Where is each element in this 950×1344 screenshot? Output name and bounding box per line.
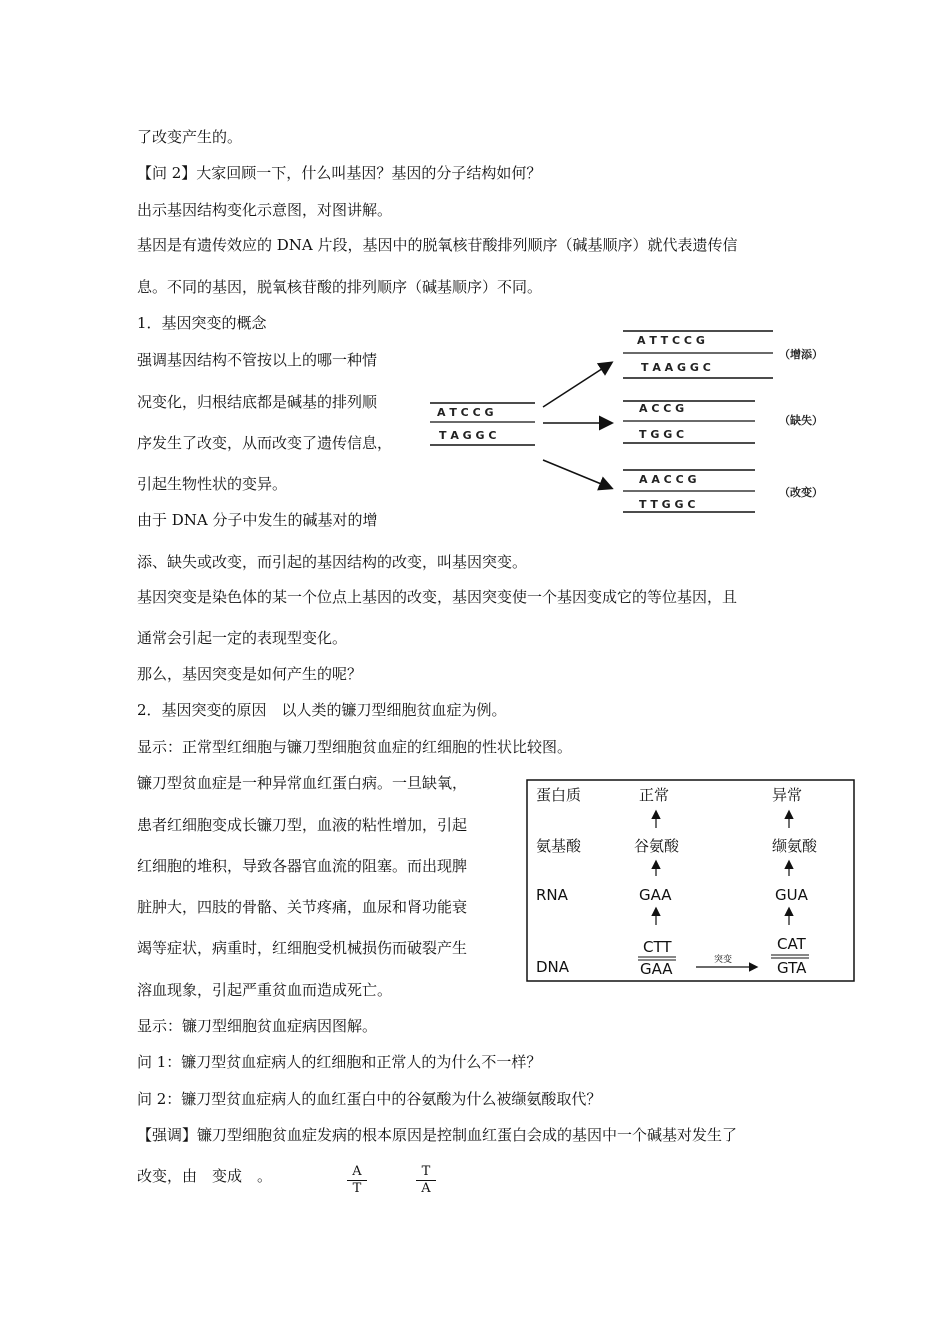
section-heading: 2．基因突变的原因 以人类的镰刀型细胞贫血症为例。 xyxy=(137,701,507,719)
paragraph: 镰刀型贫血症是一种异常血红蛋白病。一旦缺氧， xyxy=(137,774,468,792)
section-heading: 1．基因突变的概念 xyxy=(137,314,267,332)
gene-mutation-diagram xyxy=(425,325,845,520)
paragraph: 基因突变是染色体的某一个位点上基因的改变，基因突变使一个基因变成它的等位基因，且 xyxy=(137,588,738,606)
paragraph: 溶血现象，引起严重贫血而造成死亡。 xyxy=(137,981,393,999)
paragraph: 强调基因结构不管按以上的哪一种情 xyxy=(137,351,378,369)
paragraph: 添、缺失或改变，而引起的基因结构的改变，叫基因突变。 xyxy=(137,553,528,571)
base-pair-to xyxy=(416,1164,436,1197)
normal-protein: 正常 xyxy=(639,786,670,804)
mutation-arrow-label: 突变 xyxy=(714,955,733,965)
paragraph: 显示：正常型红细胞与镰刀型细胞贫血症的红细胞的性状比较图。 xyxy=(137,738,573,756)
base-to-top: T xyxy=(416,1164,436,1181)
sickle-cell-table xyxy=(526,778,856,984)
paragraph: 脏肿大，四肢的骨骼、关节疼痛，血尿和肾功能衰 xyxy=(137,898,468,916)
original-bottom-strand: T A G G C xyxy=(439,429,497,442)
question-2: 【问 2】大家回顾一下，什么叫基因？基因的分子结构如何？ xyxy=(137,164,542,182)
normal-dna-bottom: GAA xyxy=(640,960,673,978)
row-label-rna: RNA xyxy=(536,886,568,904)
paragraph: 显示：镰刀型细胞贫血症病因图解。 xyxy=(137,1017,378,1035)
paragraph: 红细胞的堆积，导致各器官血流的阻塞。而出现脾 xyxy=(137,857,468,875)
substitution-top-strand: A A C C G xyxy=(639,473,697,486)
normal-amino-acid: 谷氨酸 xyxy=(634,837,680,855)
arrow-insertion xyxy=(543,363,611,407)
deletion-label: （缺失） xyxy=(779,414,823,427)
substitution-label: （改变） xyxy=(779,486,823,499)
row-label-protein: 蛋白质 xyxy=(536,786,582,804)
normal-rna: GAA xyxy=(639,886,672,904)
question: 问 1：镰刀型贫血症病人的红细胞和正常人的为什么不一样？ xyxy=(137,1053,542,1071)
paragraph: 患者红细胞变成长镰刀型，血液的粘性增加，引起 xyxy=(137,816,468,834)
insertion-label: （增添） xyxy=(779,348,823,361)
row-label-dna: DNA xyxy=(536,958,570,976)
deletion-bottom-strand: T G G C xyxy=(639,428,685,441)
normal-dna-top: CTT xyxy=(643,938,672,956)
base-to-bottom: A xyxy=(421,1181,431,1196)
paragraph: 出示基因结构变化示意图，对图讲解。 xyxy=(137,201,393,219)
paragraph: 引起生物性状的变异。 xyxy=(137,475,288,493)
paragraph: 况变化，归根结底都是碱基的排列顺 xyxy=(137,393,378,411)
base-from-top: A xyxy=(347,1164,367,1181)
arrow-substitution xyxy=(543,460,611,488)
emphasis: 【强调】镰刀型细胞贫血症发病的根本原因是控制血红蛋白会成的基因中一个碱基对发生了 xyxy=(137,1126,738,1144)
paragraph: 竭等症状，病重时，红细胞受机械损伤而破裂产生 xyxy=(137,939,468,957)
original-top-strand: A T C C G xyxy=(437,406,494,419)
paragraph: 通常会引起一定的表现型变化。 xyxy=(137,629,348,647)
insertion-bottom-strand: T A A G G C xyxy=(641,361,711,374)
paragraph: 由于 DNA 分子中发生的碱基对的增 xyxy=(137,511,378,529)
row-label-amino-acid: 氨基酸 xyxy=(536,837,582,855)
paragraph: 序发生了改变，从而改变了遗传信息， xyxy=(137,434,393,452)
paragraph: 息。不同的基因，脱氧核苷酸的排列顺序（碱基顺序）不同。 xyxy=(137,278,543,296)
abnormal-rna: GUA xyxy=(775,886,808,904)
paragraph: 那么，基因突变是如何产生的呢？ xyxy=(137,665,363,683)
paragraph: 改变，由 变成 。 xyxy=(137,1167,273,1185)
paragraph: 了改变产生的。 xyxy=(137,128,243,146)
deletion-top-strand: A C C G xyxy=(639,402,685,415)
insertion-top-strand: A T T C C G xyxy=(637,334,705,347)
substitution-bottom-strand: T T G G C xyxy=(639,498,696,511)
question: 问 2：镰刀型贫血症病人的血红蛋白中的谷氨酸为什么被缬氨酸取代？ xyxy=(137,1090,602,1108)
abnormal-protein: 异常 xyxy=(772,786,803,804)
abnormal-amino-acid: 缬氨酸 xyxy=(772,837,818,855)
abnormal-dna-bottom: GTA xyxy=(777,959,807,977)
base-from-bottom: T xyxy=(352,1181,362,1196)
base-pair-from xyxy=(347,1164,367,1197)
paragraph: 基因是有遗传效应的 DNA 片段，基因中的脱氧核苷酸排列顺序（碱基顺序）就代表遗传信 xyxy=(137,236,738,254)
abnormal-dna-top: CAT xyxy=(777,935,806,953)
